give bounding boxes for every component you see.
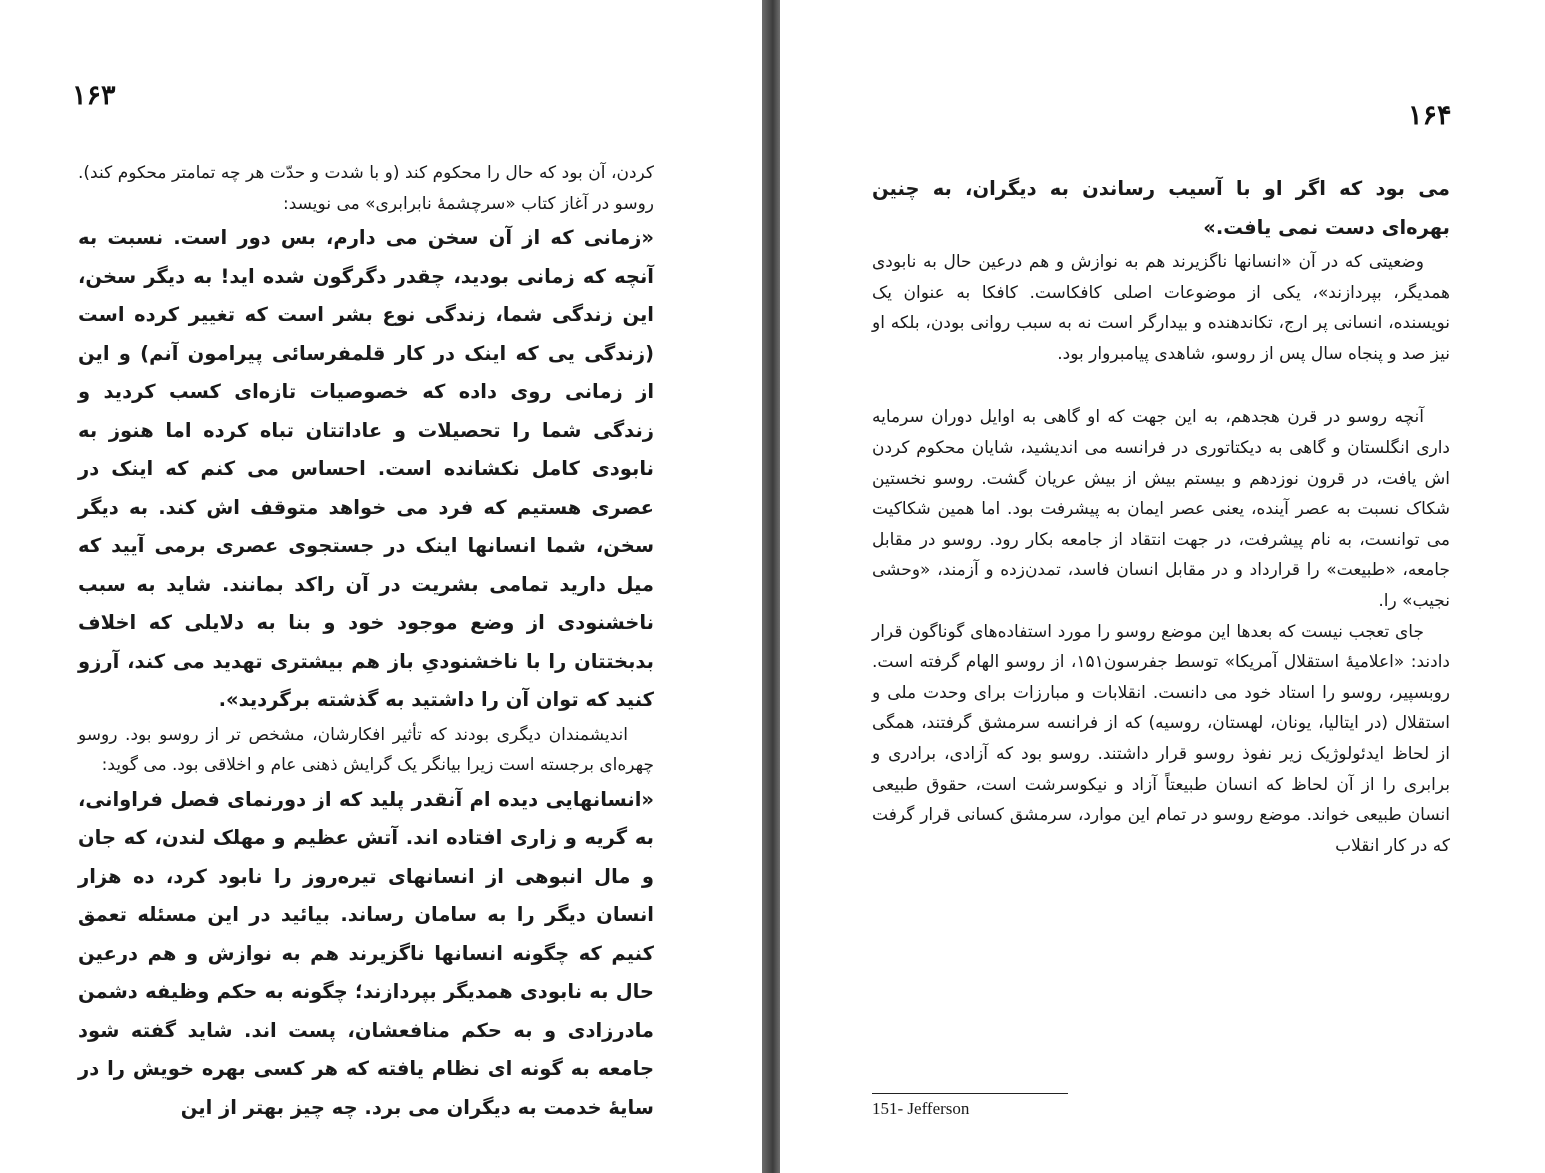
page-number: ۱۶۴	[1408, 100, 1452, 131]
quote-paragraph: «زمانی که از آن سخن می دارم، بس دور است. نسبت به آنچه که زمانی بودید، چقدر دگرگون شده اید! به دیگر سخن، این زندگی شما، زندگی نوع بشر است که تغییر کرده است (زندگی یی که اینک در کار قلمفرسائی پیرامون آنم) و این از زمانی روی داده که خصوصیات تازه‌ای کسب کردید و زندگی شما را تحصیلات و عاداتتان تباه کرده اما هنوز به نابودی کامل نکشانده است. احساس می کنم که اینک در عصری هستیم که فرد می خواهد متوقف اش کند. به دیگر سخن، شما انسانها اینک در جستجوی عصری برمی آیید که میل دارید تمامی بشریت در آن راکد بمانند. شاید به سبب ناخشنودی از وضع موجود خود و بنا به دلایلی که اخلاف بدبختتان را با ناخشنودیِ باز هم بیشتری تهدید می کند، آرزو کنید که توان آن را داشتید به گذشته برگردید».	[78, 226, 654, 712]
paragraph: کردن، آن بود که حال را محکوم کند (و با شدت و حدّت هر چه تمامتر محکوم کند). روسو در آغاز کتاب «سرچشمهٔ نابرابری» می نویسد:	[78, 163, 654, 214]
page-number: ۱۶۳	[72, 80, 116, 111]
paragraph: جای تعجب نیست که بعدها این موضع روسو را مورد استفاده‌های گوناگون قرار دادند: «اعلامیهٔ استقلال آمریکا» توسط جفرسون۱۵۱، از روسو الهام گرفته است. روبسپیر، روسو را استاد خود می دانست. انقلابات و مبارزات برای وحدت ملی و استقلال (در ایتالیا، یونان، لهستان، روسیه) که از فرانسه سرمشق گرفتند، همگی از لحاظ ایدئولوژیک زیر نفوذ روسو قرار داشتند. روسو بود که آزادی، برادری و برابری را از آن لحاظ که انسان طبیعتاً آزاد و نیکوسرشت است، حقوق طبیعی انسان طبیعی خواند. موضع روسو در تمام این موارد، سرمشق کسانی قرار گرفت که در کار انقلاب	[872, 621, 1450, 856]
paragraph: وضعیتی که در آن «انسانها ناگزیرند هم به نوازش و هم درعین حال به نابودی همدیگر، بپردازند»، یکی از موضوعات اصلی کافکاست. کافکا به عنوان یک نویسنده، انسانی پر ارج، تکاندهنده و بیدارگر است نه به سبب روانی بودن، بلکه او نیز صد و پنجاه سال پس از روسو، شاهدی پیامبروار بود.	[872, 252, 1450, 364]
book-gutter	[762, 0, 780, 1173]
quote-paragraph: «انسانهایی دیده ام آنقدر پلید که از دورنمای فصل فراوانی، به گریه و زاری افتاده اند. آتش عظیم و مهلک لندن، که جان و مال انبوهی از انسانهای تیره‌روز را نابود کرد، ده هزار انسان دیگر را به سامان رساند. بیائید در این مسئله تعمق کنیم که چگونه انسانها ناگزیرند هم به نوازش و هم درعین حال به نابودی همدیگر بپردازند؛ چگونه به حکم وظیفه دشمن مادرزادی و به حکم منافعشان، پست اند. شاید گفته شود جامعه به گونه ای نظام یافته که هر کسی بهره خویش را در سایهٔ خدمت به دیگران می برد. چه چیز بهتر از این	[78, 787, 654, 1119]
body-text	[872, 170, 1450, 861]
footnote-divider	[872, 1093, 1068, 1094]
quote-paragraph: می بود که اگر او با آسیب رساندن به دیگران، به چنین بهره‌ای دست نمی یافت.»	[872, 177, 1450, 239]
paragraph: آنچه روسو در قرن هجدهم، به این جهت که او گاهی به اوایل دوران سرمایه داری انگلستان و گاهی به دیکتاتوری در فرانسه می اندیشید، شایان محکوم کردن اش یافت، در قرون نوزدهم و بیستم بیش از بیش عریان گشت. روسو نخستین شکاک نسبت به عصر آینده، یعنی عصر ایمان به پیشرفت بود. اما همین شکاکیت می توانست، به نام پیشرفت، در جهت انتقاد از جامعه بکار رود. روسو در مقابل جامعه، «طبیعت» را قرارداد و در مقابل انسان فاسد، تمدن‌زده و آزمند، «وحشی نجیب» را.	[872, 407, 1450, 611]
footnote: 151- Jefferson	[872, 1099, 970, 1118]
paragraph: اندیشمندان دیگری بودند که تأثیر افکارشان، مشخص تر از روسو بود. روسو چهره‌ای برجسته است زیرا بیانگر یک گرایش ذهنی عام و اخلاقی بود. می گوید:	[78, 724, 654, 776]
body-text	[78, 158, 654, 1127]
left-page	[0, 0, 762, 1173]
